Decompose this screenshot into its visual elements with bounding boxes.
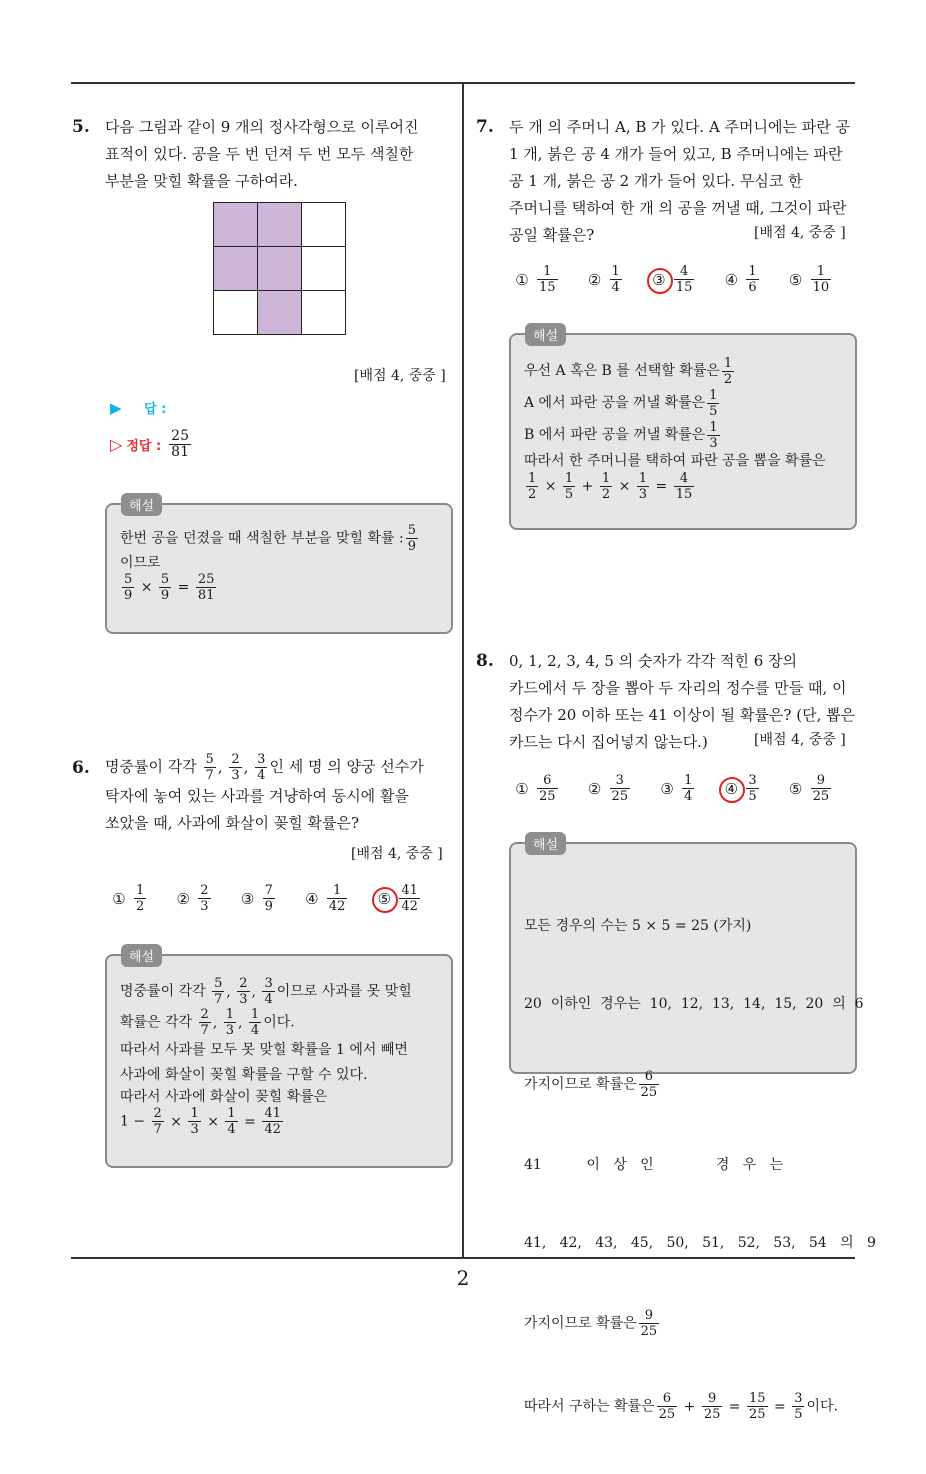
math-operator: =: [769, 1398, 791, 1415]
choice-number: ②: [587, 779, 602, 798]
denominator: 5: [709, 403, 718, 419]
numerator: 4: [679, 264, 689, 279]
blank-square: [302, 291, 346, 335]
column-divider: [462, 83, 464, 1258]
fraction: [152, 1106, 164, 1137]
fraction: [263, 883, 275, 914]
explanation-box-7: [509, 329, 857, 530]
question-5-line: 다음 그림과 같이 9 개의 정사각형으로 이루어진: [105, 118, 419, 136]
score-label: [배점 4, 중중 ]: [754, 225, 846, 241]
explanation-line: 따라서 한 주머니를 택하여 파란 공을 뽑을 확률은: [524, 453, 826, 469]
explanation-tag: 해설: [121, 944, 162, 967]
question-number-7: 7.: [476, 117, 494, 137]
explanation-line: 가지이므로 확률은: [524, 1076, 637, 1093]
numerator: 1: [227, 1106, 236, 1121]
score-label: [배점 4, 중중 ]: [354, 368, 446, 384]
choice-option[interactable]: [513, 773, 560, 804]
question-8-line: 카드는 다시 집어넣지 않는다.): [509, 733, 708, 751]
numerator: 1: [816, 264, 826, 279]
denominator: 4: [257, 768, 266, 783]
fraction: [600, 471, 612, 502]
score-label: [배점 4, 중중 ]: [754, 732, 846, 748]
numerator: 2: [239, 976, 248, 991]
numerator: 1: [684, 773, 693, 788]
answer-choices: [513, 264, 859, 295]
numerator: 1: [528, 471, 537, 486]
numerator: 5: [407, 523, 417, 538]
fraction: [255, 752, 267, 783]
denominator: 25: [611, 789, 629, 804]
answer-label: 답 :: [144, 402, 167, 417]
fraction: [746, 773, 758, 804]
explanation-tag: 해설: [525, 832, 566, 855]
grid-row: [214, 247, 346, 291]
explanation-line: 우선 A 혹은 B 를 선택할 확률은: [524, 363, 720, 379]
numerator: 7: [264, 883, 273, 898]
fraction: [707, 420, 719, 451]
denominator: 4: [227, 1122, 236, 1137]
play-arrow-icon: ▶: [110, 399, 122, 417]
fraction: [792, 1391, 804, 1422]
choice-option[interactable]: [722, 773, 760, 804]
fraction: [249, 1007, 261, 1038]
fraction: [406, 523, 418, 554]
fraction: [746, 264, 758, 295]
explanation-line: 41, 42, 43, 45, 50, 51, 52, 53, 54 의 9: [524, 1235, 876, 1251]
denominator: 42: [328, 899, 346, 914]
explanation-line: 20 이하인 경우는 10, 12, 13, 14, 15, 20 의 6: [524, 996, 864, 1012]
denominator: 10: [812, 280, 830, 295]
page-number: 2: [456, 1266, 470, 1290]
fraction: [122, 572, 134, 603]
blank-square: [302, 247, 346, 291]
explanation-line: 따라서 사과에 화살이 꽂힐 확률은: [120, 1089, 328, 1105]
explanation-text: [120, 976, 439, 1137]
choice-number: ①: [112, 889, 126, 908]
denominator: 4: [250, 1023, 260, 1038]
fraction: [237, 976, 249, 1007]
choice-option[interactable]: [650, 264, 697, 295]
question-8-line: 정수가 20 이하 또는 41 이상이 될 확률은? (단, 뽑은: [509, 706, 856, 724]
math-operator: +: [679, 1398, 700, 1415]
math-operator: +: [577, 478, 598, 495]
denominator: 25: [640, 1085, 658, 1100]
explanation-line: 이다.: [263, 1014, 295, 1031]
fraction: [262, 976, 274, 1007]
question-6-line: 쏘았을 때, 사과에 화살이 꽂힐 확률은?: [105, 814, 360, 832]
fractions: [197, 1007, 264, 1038]
explanation-line: [120, 523, 439, 554]
choice-option[interactable]: [174, 883, 212, 914]
blank-square: [214, 291, 258, 335]
numerator: 41: [401, 883, 418, 898]
choice-option[interactable]: [513, 264, 560, 295]
denominator: 4: [611, 280, 620, 295]
fractions: [210, 976, 277, 1007]
numerator: 1: [250, 1007, 260, 1022]
numerator: 2: [153, 1106, 162, 1121]
numerator: 6: [543, 773, 552, 788]
question-6-line: 탁자에 놓여 있는 사과를 겨냥하여 동시에 활을: [105, 787, 409, 805]
score-label: [배점 4, 중중 ]: [351, 846, 443, 862]
numerator: 2: [200, 883, 209, 898]
numerator: 1: [564, 471, 574, 486]
denominator: 5: [794, 1407, 803, 1422]
fraction: [610, 773, 631, 804]
denominator: 81: [197, 588, 215, 603]
comma: ,: [217, 757, 228, 776]
fraction: [225, 1106, 237, 1137]
explanation-box-6: [105, 950, 453, 1168]
numerator: 9: [644, 1308, 654, 1323]
shaded-square: [258, 247, 302, 291]
explanation-tag: 해설: [121, 493, 162, 516]
numerator: 2: [231, 752, 240, 767]
explanation-line: 확률은 각각: [120, 1014, 193, 1031]
explanation-line: [524, 1308, 843, 1339]
choice-number: ④: [724, 779, 739, 798]
explanation-line: 따라서 사과를 모두 못 맞힐 확률을 1 에서 빼면: [120, 1042, 408, 1058]
fraction: [610, 264, 622, 295]
choice-option[interactable]: [658, 773, 696, 804]
choice-option[interactable]: [787, 264, 834, 295]
choice-number: ⑤: [377, 889, 392, 908]
fraction: [327, 883, 348, 914]
numerator: 1: [190, 1106, 199, 1121]
explanation-line: 이므로: [120, 555, 161, 571]
explanation-text: [120, 523, 439, 603]
correct-answer-label: 정답 :: [126, 439, 162, 454]
denominator: 9: [124, 588, 133, 603]
choice-option[interactable]: [303, 883, 350, 914]
comma: ,: [238, 1014, 247, 1031]
triangle-outline-icon: ▷: [110, 435, 123, 454]
correct-answer-line: [110, 429, 193, 460]
equation: [120, 1106, 439, 1137]
explanation-line: 한번 공을 던졌을 때 색칠한 부분을 맞힐 확률 :: [120, 530, 404, 547]
denominator: 81: [171, 444, 189, 460]
fraction: [262, 1106, 283, 1137]
explanation-box-5: [105, 499, 453, 634]
choice-number: ④: [724, 270, 739, 289]
question-6-line: 인 세 명 의 양궁 선수가: [269, 757, 424, 776]
shaded-square: [214, 203, 258, 247]
numerator: 25: [171, 428, 189, 444]
fraction: [134, 883, 146, 914]
choice-number: ⑤: [788, 779, 803, 798]
question-7-line: 1 개, 붉은 공 4 개가 들어 있고, B 주머니에는 파란: [509, 145, 843, 163]
numerator: 3: [257, 752, 266, 767]
math-operator: =: [651, 478, 672, 495]
explanation-line: [524, 355, 843, 387]
comma: ,: [212, 1014, 222, 1031]
numerator: 15: [749, 1391, 766, 1406]
numerator: 4: [679, 471, 689, 486]
fraction: [657, 1391, 678, 1422]
denominator: 5: [748, 789, 757, 804]
blank-square: [302, 203, 346, 247]
explanation-line: 41 이 상 인 경 우 는: [524, 1157, 784, 1173]
equation-terms: [150, 1106, 285, 1137]
fraction: [702, 1391, 723, 1422]
numerator: 6: [644, 1069, 654, 1084]
denominator: 5: [564, 487, 574, 502]
denominator: 9: [264, 899, 273, 914]
shaded-square: [258, 291, 302, 335]
question-6-line: [105, 752, 450, 783]
math-operator: ×: [165, 1113, 187, 1130]
denominator: 7: [153, 1122, 162, 1137]
question-6-line: 명중률이 각각: [105, 757, 197, 776]
answer-line: [110, 398, 166, 417]
fraction: [811, 773, 832, 804]
numerator: 1: [723, 355, 733, 371]
explanation-line: B 에서 파란 공을 꺼낼 확률은: [524, 427, 706, 443]
choice-option[interactable]: [722, 264, 760, 295]
explanation-tag: 해설: [525, 323, 566, 346]
numerator: 3: [794, 1391, 803, 1406]
denominator: 7: [214, 992, 223, 1007]
fraction: [212, 976, 224, 1007]
choice-number: ③: [652, 270, 666, 289]
denominator: 25: [812, 789, 830, 804]
choice-number: ③: [240, 889, 255, 908]
denominator: 25: [749, 1407, 766, 1422]
denominator: 9: [160, 588, 170, 603]
fraction: [707, 388, 719, 419]
numerator: 1: [601, 471, 611, 486]
question-7-line: 공 1 개, 붉은 공 2 개가 들어 있다. 무심코 한: [509, 172, 803, 190]
fraction: [199, 1007, 211, 1038]
numerator: 5: [214, 976, 223, 991]
numerator: 3: [748, 773, 757, 788]
denominator: 3: [200, 899, 209, 914]
explanation-box-8: [509, 838, 876, 1422]
grid-row: [214, 203, 346, 247]
explanation-line: 가지이므로 확률은: [524, 1315, 637, 1332]
explanation-line: 이다.: [806, 1398, 838, 1415]
fraction: [637, 471, 649, 502]
numerator: 3: [264, 976, 273, 991]
numerator: 5: [160, 572, 170, 587]
numerator: 41: [264, 1106, 281, 1121]
denominator: 4: [684, 789, 693, 804]
choice-option[interactable]: [586, 773, 633, 804]
fraction: [674, 471, 695, 502]
math-operator: =: [724, 1398, 745, 1415]
answer-choices: [110, 883, 448, 914]
choice-option[interactable]: [110, 883, 148, 914]
explanation-line: [524, 1391, 843, 1422]
denominator: 15: [539, 280, 556, 295]
fraction: [563, 471, 575, 502]
explanation-line: 따라서 구하는 확률은: [524, 1398, 655, 1415]
choice-number: ①: [515, 779, 529, 798]
explanation-line: [524, 1069, 843, 1100]
question-7-line: 주머니를 택하여 한 개 의 공을 꺼낼 때, 그것이 파란: [509, 199, 847, 217]
numerator: 1: [225, 1007, 234, 1022]
question-8-line: 0, 1, 2, 3, 4, 5 의 숫자가 각각 적힌 6 장의: [509, 652, 797, 670]
choice-number: ③: [660, 779, 674, 798]
explanation-line: [524, 387, 843, 419]
fraction: [747, 1391, 768, 1422]
fraction: [204, 752, 216, 783]
fraction: [682, 773, 694, 804]
comma: ,: [243, 757, 254, 776]
denominator: 6: [748, 280, 757, 295]
fraction: [722, 356, 734, 387]
comma: ,: [251, 983, 261, 1000]
choice-option[interactable]: [787, 773, 834, 804]
denominator: 7: [205, 768, 214, 783]
math-operator: ×: [614, 478, 635, 495]
denominator: 42: [264, 1122, 281, 1137]
probability-fractions: [202, 752, 270, 783]
numerator: 1: [611, 264, 620, 279]
question-5-text: [105, 114, 450, 195]
fraction: [159, 572, 171, 603]
question-number-8: 8.: [476, 651, 494, 671]
numerator: 1: [638, 471, 648, 486]
numerator: 1: [748, 264, 757, 279]
denominator: 3: [638, 487, 648, 502]
fraction: [639, 1069, 660, 1100]
fraction: [196, 572, 217, 603]
denominator: 25: [640, 1324, 658, 1339]
fraction: [198, 883, 210, 914]
math-operator: =: [239, 1113, 261, 1130]
denominator: 15: [675, 487, 693, 502]
numerator: 2: [200, 1007, 209, 1022]
numerator: 1: [543, 264, 552, 279]
explanation-line: 모든 경우의 수는 5 × 5 = 25 (가지): [524, 918, 752, 934]
denominator: 2: [136, 899, 145, 914]
math-operator: ×: [540, 478, 561, 495]
fraction: [537, 773, 558, 804]
explanation-line: A 에서 파란 공을 꺼낼 확률은: [524, 395, 706, 411]
denominator: 3: [231, 768, 240, 783]
denominator: 7: [200, 1023, 209, 1038]
shaded-square: [214, 247, 258, 291]
question-number-5: 5.: [72, 117, 90, 137]
numerator: 1: [136, 883, 145, 898]
equation-start: 1 −: [120, 1113, 146, 1130]
target-grid: [213, 202, 346, 335]
fraction: [188, 1106, 200, 1137]
equation: [120, 572, 439, 603]
choice-option[interactable]: [239, 883, 277, 914]
fraction: [526, 471, 538, 502]
numerator: 5: [124, 572, 133, 587]
shaded-square: [258, 203, 302, 247]
correct-answer-fraction: [169, 429, 191, 460]
denominator: 3: [709, 435, 718, 451]
denominator: 25: [539, 789, 556, 804]
fraction: [399, 883, 420, 914]
question-5-line: 표적이 있다. 공을 두 번 던져 두 번 모두 색칠한: [105, 145, 414, 163]
explanation-line: [120, 1007, 439, 1038]
denominator: 25: [658, 1407, 676, 1422]
explanation-line: 이므로 사과를 못 맞힐: [276, 983, 412, 1000]
question-5-line: 부분을 맞힐 확률을 구하여라.: [105, 172, 298, 190]
denominator: 2: [528, 487, 537, 502]
equation: [524, 471, 843, 502]
numerator: 1: [709, 419, 718, 435]
choice-number: ④: [305, 889, 319, 908]
numerator: 5: [205, 752, 214, 767]
numerator: 6: [662, 1391, 672, 1406]
explanation-text: [524, 861, 876, 1474]
denominator: 9: [407, 539, 417, 554]
math-operator: ×: [202, 1113, 224, 1130]
fraction: [639, 1308, 660, 1339]
math-operator: ×: [136, 579, 157, 596]
math-operator: =: [173, 579, 194, 596]
numerator: 9: [707, 1391, 717, 1406]
explanation-line: 사과에 화살이 꽂힐 확률을 구할 수 있다.: [120, 1067, 368, 1083]
equation-terms: [655, 1391, 807, 1422]
question-6-text: [105, 752, 450, 837]
fraction: [674, 264, 695, 295]
numerator: 9: [816, 773, 826, 788]
question-7-line: 공일 확률은?: [509, 226, 595, 244]
grid-row: [214, 291, 346, 335]
explanation-text: [524, 355, 843, 502]
explanation-line: 명중률이 각각: [120, 983, 206, 1000]
denominator: 25: [703, 1407, 721, 1422]
fraction: [224, 1007, 236, 1038]
numerator: 25: [197, 572, 215, 587]
fraction: [537, 264, 558, 295]
choice-number: ②: [587, 270, 602, 289]
answer-choices: [513, 773, 859, 804]
comma: ,: [226, 983, 236, 1000]
explanation-line: [524, 419, 843, 451]
question-8-line: 카드에서 두 장을 뽑아 두 자리의 정수를 만들 때, 이: [509, 679, 847, 697]
denominator: 15: [675, 280, 693, 295]
choice-option[interactable]: [586, 264, 624, 295]
fraction: [229, 752, 241, 783]
choice-option[interactable]: [375, 883, 422, 914]
choice-number: ⑤: [788, 270, 803, 289]
question-number-6: 6.: [72, 758, 90, 778]
numerator: 1: [332, 883, 342, 898]
denominator: 42: [401, 899, 418, 914]
question-7-line: 두 개 의 주머니 A, B 가 있다. A 주머니에는 파란 공: [509, 118, 851, 136]
denominator: 4: [264, 992, 273, 1007]
denominator: 3: [239, 992, 248, 1007]
denominator: 2: [723, 371, 733, 387]
choice-number: ①: [515, 270, 529, 289]
numerator: 3: [615, 773, 624, 788]
denominator: 3: [225, 1023, 234, 1038]
denominator: 2: [601, 487, 611, 502]
fraction: [811, 264, 832, 295]
denominator: 3: [190, 1122, 199, 1137]
choice-number: ②: [176, 889, 190, 908]
explanation-line: [120, 976, 439, 1007]
numerator: 1: [709, 387, 718, 403]
